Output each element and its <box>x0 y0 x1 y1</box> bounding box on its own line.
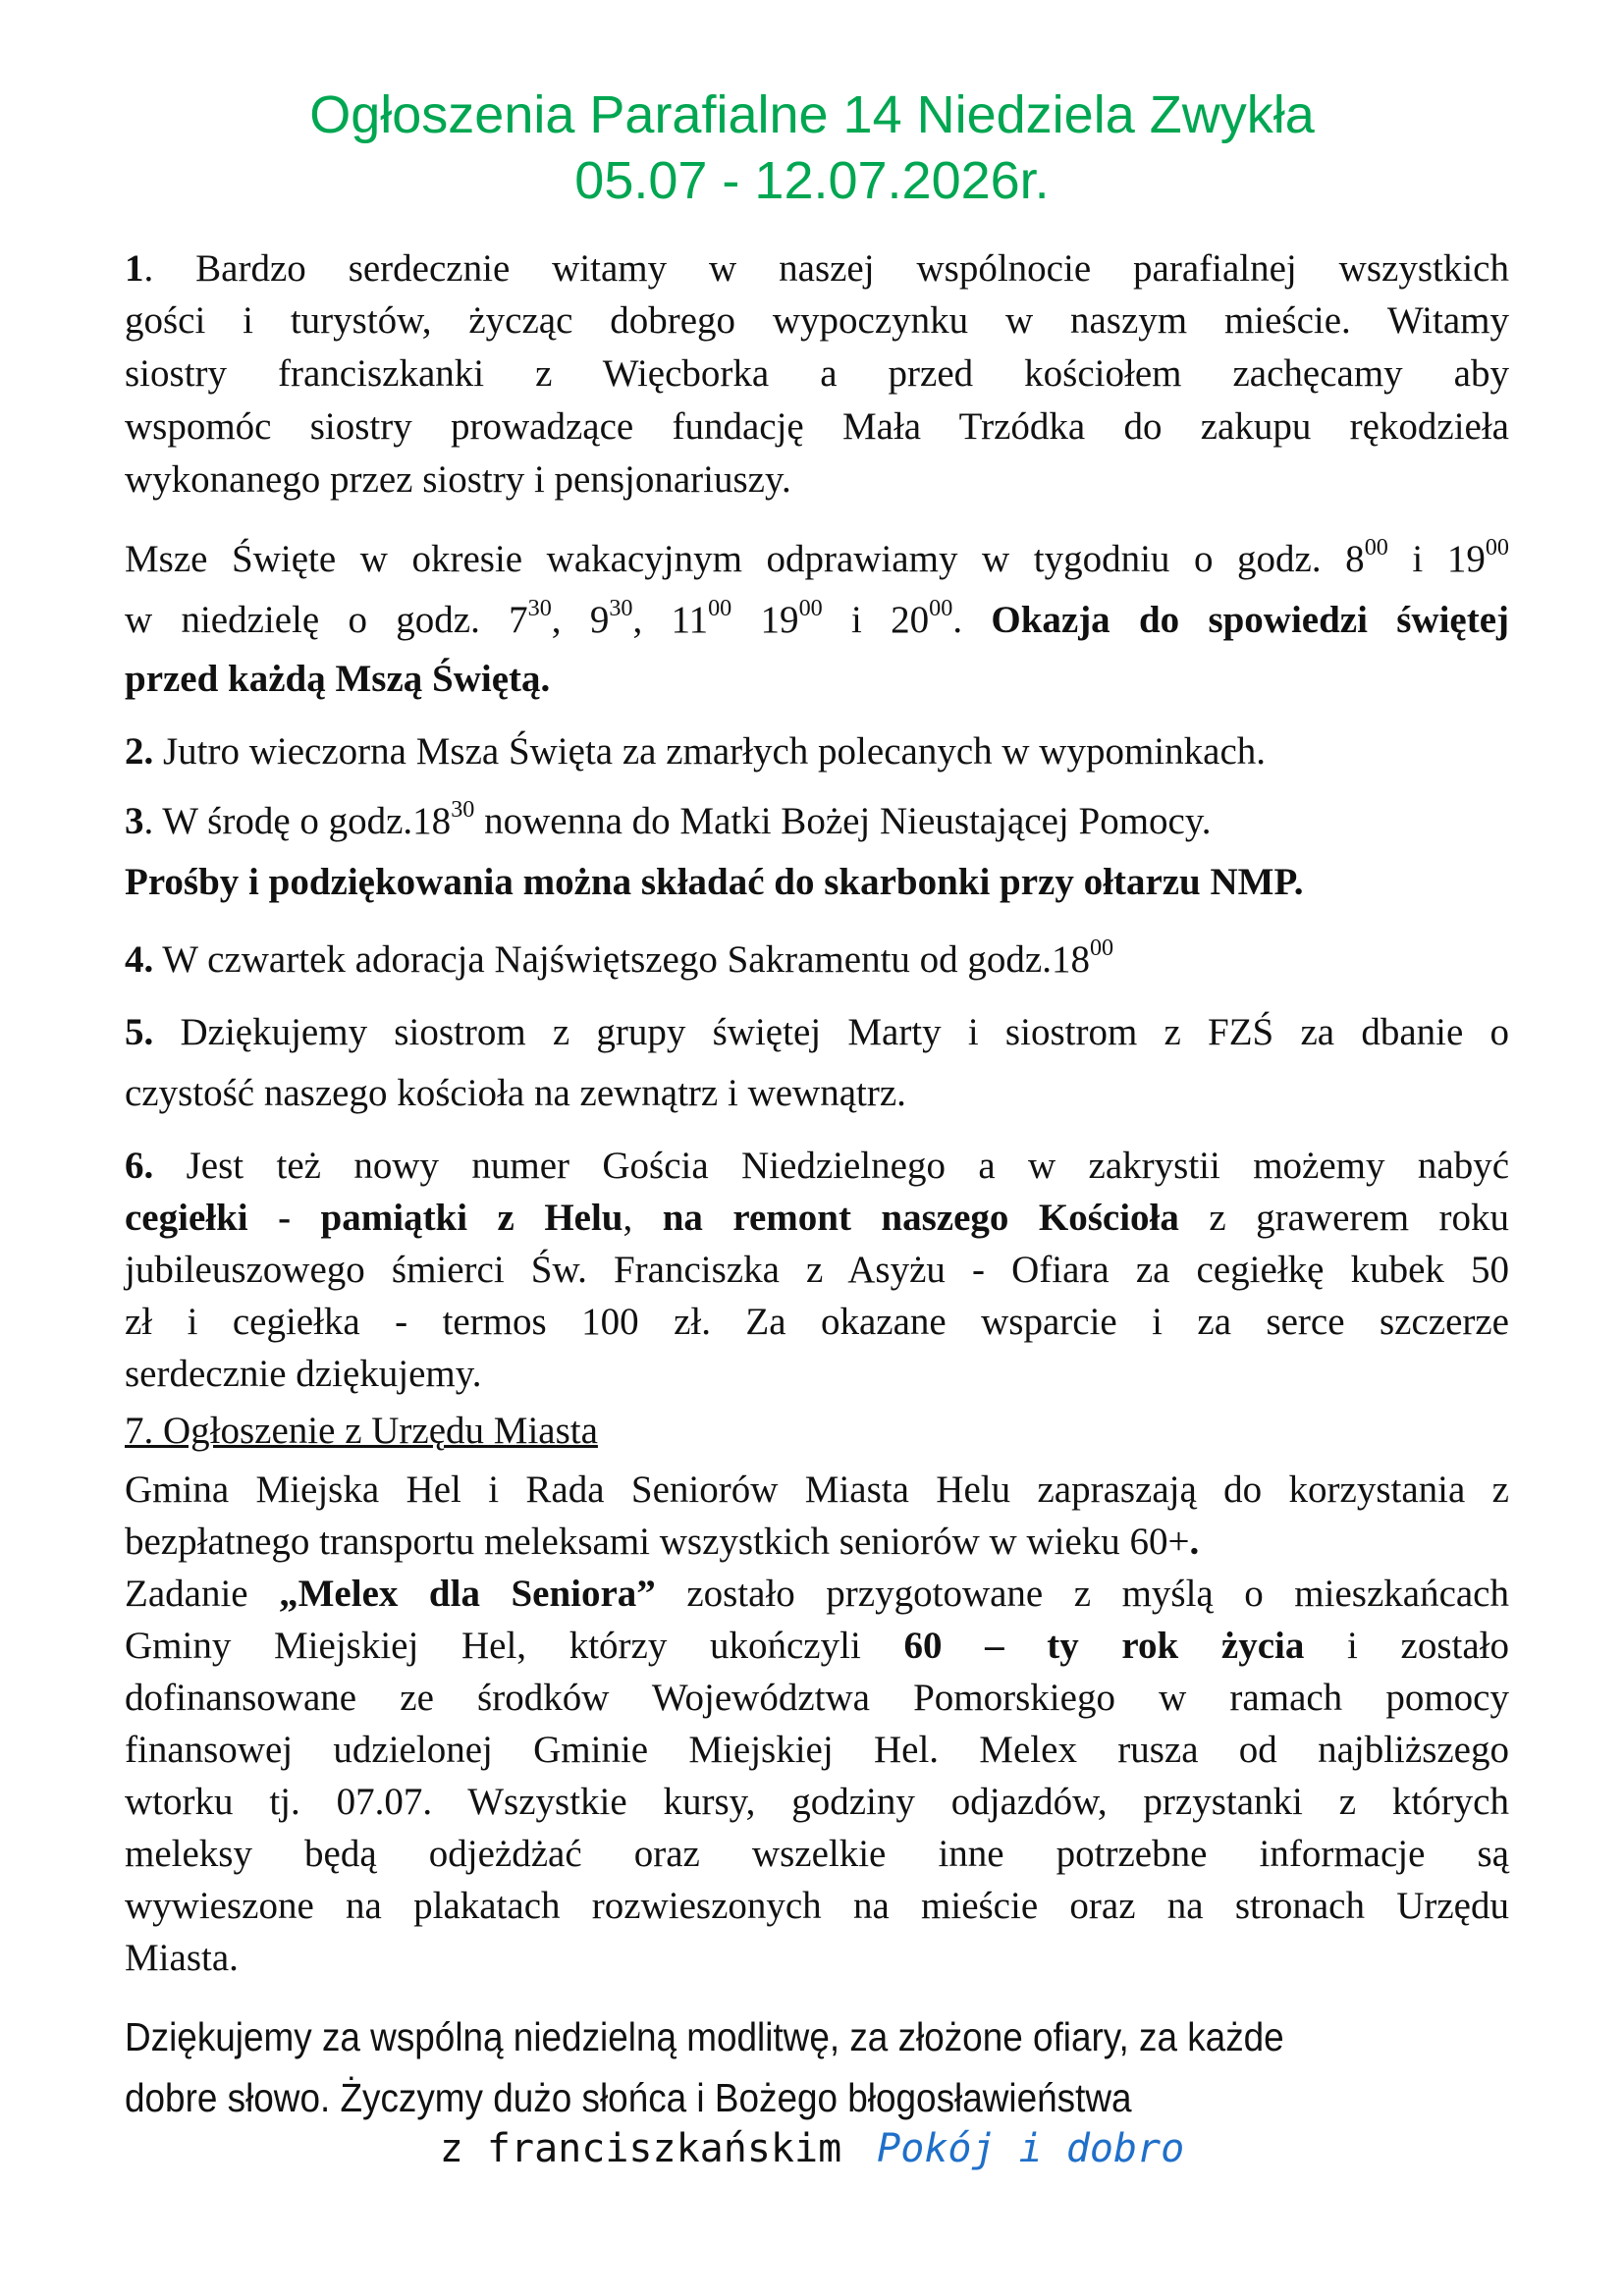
p6-line-3: jubileuszowego śmierci Św. Franciszka z Asyżu - Ofiara za cegiełkę kubek 50 <box>125 1249 1509 1291</box>
p5-line-1: 5. Dziękujemy siostrom z grupy świętej Marty i siostrom z FZŚ za dbanie o <box>125 1011 1509 1053</box>
p7-line-1: Gmina Miejska Hel i Rada Seniorów Miasta Helu zapraszają do korzystania z <box>125 1468 1509 1511</box>
p1-number: 1 <box>125 247 144 290</box>
mass-times-line-2: w niedzielę o godz. $7^{30}$, $9^{30}$, $11^{00}$ $19^{00}$ i $20^{00}$. Okazja do spowiedzi świętej <box>125 595 1510 641</box>
confession-note: przed każdą Mszą Świętą. <box>125 658 551 700</box>
p7-line-9: wywieszone na plakatach rozwieszonych na mieście oraz na stronach Urzędu <box>125 1885 1509 1927</box>
p7-line-10: Miasta. <box>125 1937 239 1979</box>
closing-line-2: dobre słowo. Życzymy dużo słońca i Bożego błogosławieństwa <box>125 2075 1132 2120</box>
p7-line-4: Gminy Miejskiej Hel, którzy ukończyli 60 – ty rok życia i zostało <box>125 1625 1509 1667</box>
p7-line-8: meleksy będą odjeżdżać oraz wszelkie inne potrzebne informacje są <box>125 1833 1509 1875</box>
p4-line: 4. W czwartek adoracja Najświętszego Sakramentu od $godz.18^{00}$ <box>125 934 1114 981</box>
p6-line-2: cegiełki - pamiątki z Helu, na remont naszego Kościoła z grawerem roku <box>125 1197 1509 1239</box>
p7-heading: 7. Ogłoszenie z Urzędu Miasta <box>125 1410 598 1452</box>
p7-line-7: wtorku tj. 07.07. Wszystkie kursy, godziny odjazdów, przystanki z których <box>125 1781 1509 1823</box>
signature-prefix: z franciszkańskim <box>439 2126 842 2171</box>
closing-line-1: Dziękujemy za wspólną niedzielną modlitwę, za złożone ofiary, za każde <box>125 2014 1284 2059</box>
p2-number: 2. <box>125 730 154 773</box>
p3-line-2: Prośby i podziękowania można składać do skarbonki przy ołtarzu NMP. <box>125 861 1304 903</box>
date-range: 05.07 - 12.07.2026r. <box>574 151 1050 210</box>
p1-line-4: wspomóc siostry prowadzące fundację Mała Trzódka do zakupu rękodzieła <box>125 405 1509 448</box>
p7-line-2: bezpłatnego transportu meleksami wszystkich seniorów w wieku 60+. <box>125 1521 1200 1563</box>
p1-line-3: siostry franciszkanki z Więcborka a przed kościołem zachęcamy aby <box>125 352 1509 395</box>
p7-line-3: Zadanie „Melex dla Seniora” zostało przygotowane z myślą o mieszkańcach <box>125 1573 1509 1615</box>
p6-number: 6. <box>125 1145 154 1187</box>
mass-times-line-1: Msze Święte w okresie wakacyjnym odprawiamy w tygodniu o godz. $8^{00}$ i $19^{00}$ <box>125 534 1509 580</box>
page-title: Ogłoszenia Parafialne 14 Niedziela Zwykła <box>309 85 1315 144</box>
p5-line-2: czystość naszego kościoła na zewnątrz i wewnątrz. <box>125 1072 906 1114</box>
p5-number: 5. <box>125 1011 154 1053</box>
p6-line-1: 6. Jest też nowy numer Gościa Niedzielnego a w zakrystii możemy nabyć <box>125 1145 1509 1187</box>
p1-line-5: wykonanego przez siostry i pensjonariuszy. <box>125 458 791 501</box>
p3-line-1: 3. W środę o $godz.18^{30}$ nowenna do Matki Bożej Nieustającej Pomocy. <box>125 796 1212 842</box>
p1-line-2: gości i turystów, życząc dobrego wypoczynku w naszym mieście. Witamy <box>125 299 1509 342</box>
p7-line-6: finansowej udzielonej Gminie Miejskiej Hel. Melex rusza od najbliższego <box>125 1729 1509 1771</box>
p4-number: 4. <box>125 938 154 981</box>
p2-line: 2. Jutro wieczorna Msza Święta za zmarłych polecanych w wypominkach. <box>125 730 1267 773</box>
signature <box>0 2126 1624 2171</box>
signature-greeting: Pokój i dobro <box>877 2126 1185 2171</box>
p3-number: 3 <box>125 800 144 842</box>
p6-line-4: zł i cegiełka - termos 100 zł. Za okazane wsparcie i za serce szczerze <box>125 1301 1509 1343</box>
p1-line-1: 1. Bardzo serdecznie witamy w naszej wspólnocie parafialnej wszystkich <box>125 247 1509 290</box>
p7-line-5: dofinansowane ze środków Województwa Pomorskiego w ramach pomocy <box>125 1677 1509 1719</box>
p6-line-5: serdecznie dziękujemy. <box>125 1353 482 1395</box>
